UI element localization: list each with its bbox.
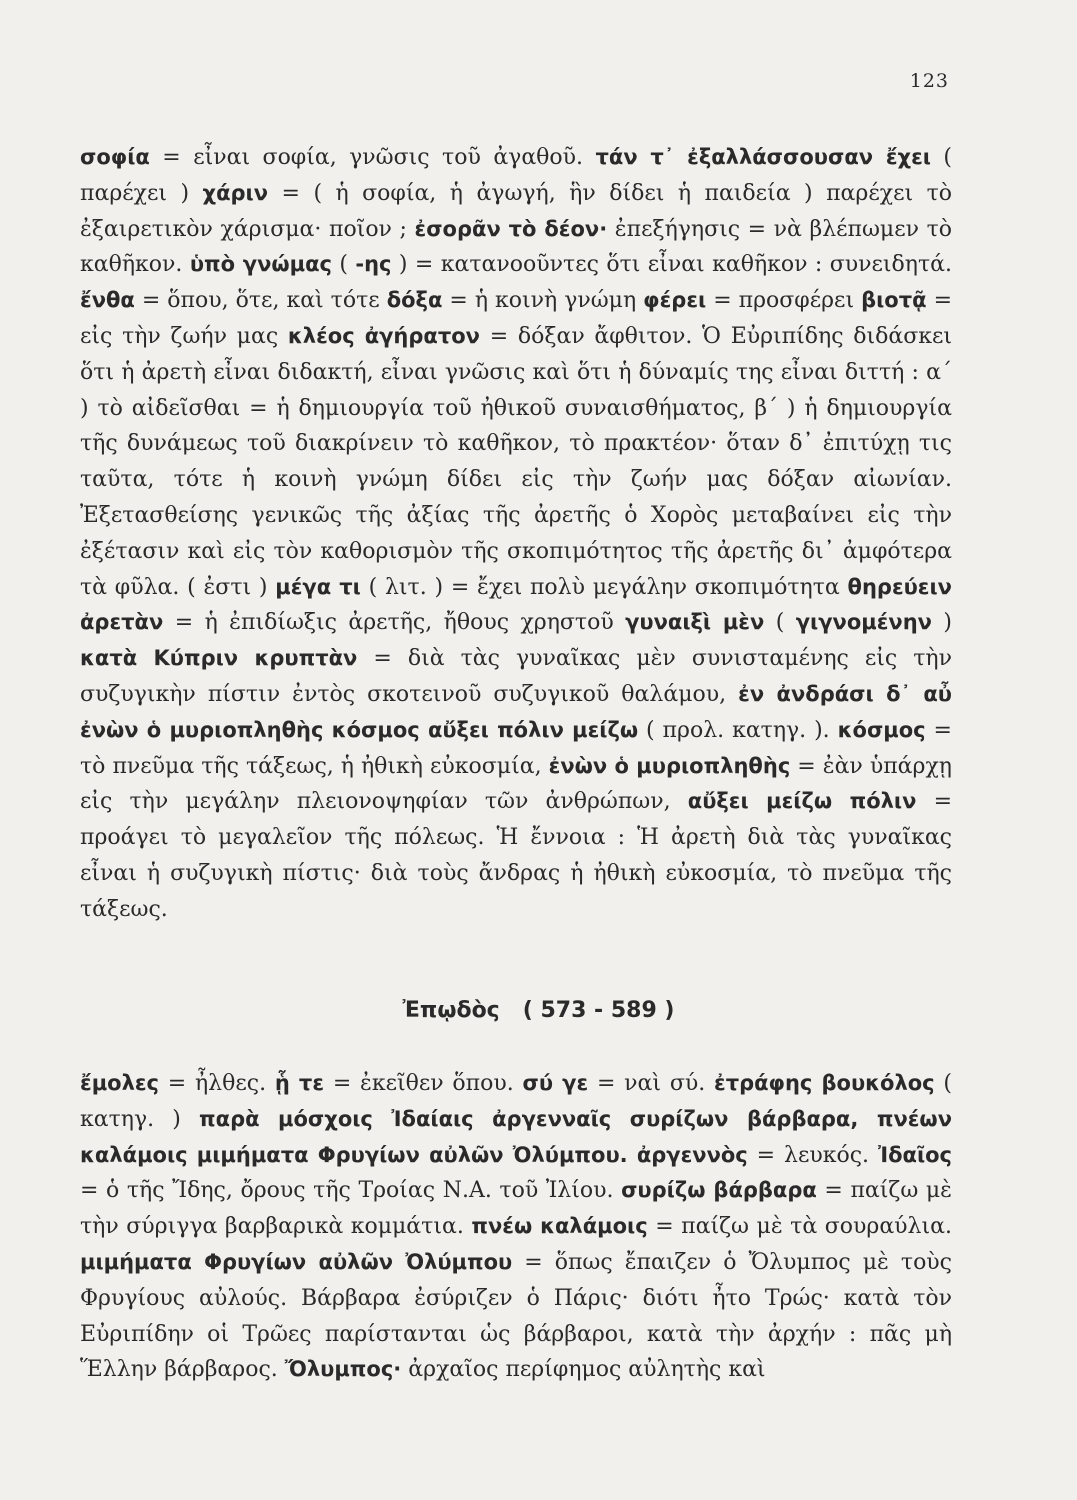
gloss-text: ἀρχαῖος περίφημος αὐλητὴς καὶ	[401, 1357, 766, 1383]
lemma-term: θηρεύειν ἀρετὰν	[80, 574, 952, 635]
gloss-text: = ὅπως ἔπαιζεν ὁ Ὄλυμπος μὲ τοὺς Φρυγίους αὐλούς. Βάρβαρα ἐσύριζεν ὁ Πάρις· διότι ἦτο Τρώς· κατὰ τὸν Εὐριπίδην οἱ Τρῶες παρίστανται ὡς βάρβαροι, κατὰ τὴν ἀρχήν : πᾶς μὴ Ἕλλην βάρβαρος.	[80, 1249, 953, 1383]
lemma-term: ἐν ἀνδράσι δ᾽ αὖ ἐνὼν ὁ μυριοπληθὴς κόσμος αὔξει πόλιν μείζω	[80, 681, 952, 742]
gloss-text: ) = κατανοοῦντες ὅτι εἶναι καθῆκον : συνειδητά.	[391, 252, 952, 278]
section-heading-title: Ἐπῳδὸς	[402, 998, 500, 1023]
lemma-term: ἐνὼν ὁ μυριοπληθὴς	[548, 753, 791, 778]
gloss-text: = ναὶ σύ.	[588, 1071, 714, 1096]
gloss-text: = προάγει τὸ μεγαλεῖον τῆς πόλεως. Ἡ ἔννοια : Ἡ ἀρετὴ διὰ τὰς γυναῖκας εἶναι ἡ συζυγικὴ πίστις· διὰ τοὺς ἄνδρας ἡ ἠθικὴ εὐκοσμία, τὸ πνεῦμα τῆς τάξεως.	[80, 789, 953, 922]
lemma-term: σύ γε	[522, 1071, 589, 1095]
lemma-term: ἔνθα	[80, 288, 135, 313]
lemma-term: φέρει	[643, 288, 707, 313]
lemma-term: κόσμος	[837, 717, 926, 742]
lemma-term: ἐσορᾶν τὸ δέον·	[414, 216, 608, 241]
gloss-text: = ὁ τῆς Ἴδης, ὄρους τῆς Τροίας Ν.Α. τοῦ Ἰλίου.	[80, 1178, 622, 1204]
lemma-term: συρίζω βάρβαρα	[621, 1178, 817, 1203]
lemma-term: δόξα	[386, 288, 443, 313]
lemma-term: Ἰδαῖος	[877, 1142, 953, 1167]
lemma-term: κλέος ἀγήρατον	[287, 323, 480, 348]
gloss-text: = ἐκεῖθεν ὅπου.	[324, 1071, 523, 1096]
gloss-text: = παίζω μὲ τὴν σύριγγα βαρβαρικὰ κομμάτια.	[80, 1178, 952, 1240]
lemma-term: τάν τ᾽ ἐξαλλάσσουσαν ἔχει	[595, 145, 931, 169]
gloss-text: = ἦλθες.	[159, 1071, 275, 1096]
lemma-term: βιοτᾷ	[861, 288, 927, 313]
gloss-text: ( προλ. κατηγ. ).	[638, 717, 838, 743]
lemma-term: μέγα τι	[275, 574, 361, 599]
gloss-text: )	[931, 610, 952, 636]
lemma-term: σοφία	[80, 145, 150, 169]
lemma-term: χάριν	[202, 180, 269, 205]
gloss-text: ( λιτ. ) = ἔχει πολὺ μεγάλην σκοπιμότητα	[360, 574, 848, 600]
gloss-text: (	[764, 610, 796, 636]
gloss-text: = λευκός.	[747, 1142, 878, 1168]
lemma-term: γυναιξὶ μὲν	[625, 610, 765, 635]
lemma-term: πνέω καλάμοις	[471, 1214, 648, 1239]
lemma-term: ὑπὸ γνώμας	[189, 252, 332, 277]
gloss-text: = ἡ κοινὴ γνώμη	[442, 288, 644, 314]
lemma-term: παρὰ μόσχοις Ἰδαίαις ἀργενναῖς συρίζων βάρβαρα, πνέων καλάμοις μιμήματα Φρυγίων αὐλῶν Ὀλύμπου. ἀργεννὸς	[80, 1106, 952, 1167]
section-heading	[0, 998, 1077, 1023]
gloss-text: = διὰ τὰς γυναῖκας μὲν συνισταμένης εἰς τὴν συζυγικὴν πίστιν ἐντὸς σκοτεινοῦ συζυγικοῦ θαλάμου,	[80, 646, 952, 707]
gloss-text: = εἰς τὴν ζωήν μας	[80, 288, 953, 349]
lemma-term: -ης	[355, 252, 392, 277]
lemma-term: ἐτράφης βουκόλος	[714, 1071, 935, 1095]
gloss-text: ( κατηγ. )	[80, 1071, 953, 1132]
gloss-text: = παίζω μὲ τὰ σουραύλια.	[647, 1214, 952, 1240]
gloss-text: ἐπεξήγησις = νὰ βλέπωμεν τὸ καθῆκον.	[80, 216, 953, 278]
gloss-text: = ( ἡ σοφία, ἡ ἀγωγή, ἣν δίδει ἡ παιδεία ) παρέχει τὸ ἐξαιρετικὸν χάρισμα· ποῖον ;	[80, 180, 952, 242]
section-heading-range: ( 573 - 589 )	[522, 998, 675, 1023]
gloss-text: = προσφέρει	[706, 288, 862, 314]
gloss-text: = δόξαν ἄφθιτον. Ὁ Εὐριπίδης διδάσκει ὅτι ἡ ἀρετὴ εἶναι διδακτή, εἶναι γνῶσις καὶ ὅτι ἡ δύναμίς της εἶναι διττή : α΄ ) τὸ αἰδεῖσθαι = ἡ δημιουργία τοῦ ἠθικοῦ συναισθήματος, β΄ ) ἡ δημιουργία τῆς δυνάμεως τοῦ διακρίνειν τὸ καθῆκον, τὸ πρακτέον· ὅταν δ᾽ ἐπιτύχῃ τις ταῦτα, τότε ἡ κοινὴ γνώμη δίδει εἰς τὴν ζωήν μας δόξαν αἰωνίαν. Ἐξετασθείσης γενικῶς τῆς ἀξίας τῆς ἀρετῆς ὁ Χορὸς μεταβαίνει εἰς τὴν ἐξέτασιν καὶ εἰς τὸν καθορισμὸν τῆς σκοπιμότητος τῆς ἀρετῆς δι᾽ ἀμφότερα τὰ φῦλα. ( ἐστι )	[80, 323, 953, 600]
gloss-text: = ὅπου, ὅτε, καὶ τότε	[134, 288, 387, 314]
lemma-term: αὔξει μείζω πόλιν	[687, 789, 917, 814]
gloss-text: = τὸ πνεῦμα τῆς τάξεως, ἡ ἠθικὴ εὐκοσμία,	[80, 717, 952, 779]
gloss-text: (	[331, 252, 356, 278]
gloss-text: = ἡ ἐπιδίωξις ἀρετῆς, ἤθους χρηστοῦ	[163, 610, 626, 636]
gloss-text: = ἐὰν ὑπάρχῃ εἰς τὴν μεγάλην πλειονοψηφίαν τῶν ἀνθρώπων,	[80, 753, 952, 815]
lemma-term: κατὰ Κύπριν κρυπτὰν	[80, 646, 358, 671]
lemma-term: Ὄλυμπος·	[284, 1357, 402, 1382]
commentary-paragraph	[80, 1066, 952, 1388]
gloss-text: = εἶναι σοφία, γνῶσις τοῦ ἀγαθοῦ.	[149, 145, 596, 170]
lemma-term: ᾗ τε	[274, 1071, 325, 1095]
page-number: 123	[909, 70, 949, 92]
lemma-term: γιγνομένην	[795, 610, 932, 635]
commentary-paragraph	[80, 140, 952, 928]
lemma-term: ἔμολες	[80, 1071, 159, 1095]
lemma-term: μιμήματα Φρυγίων αὐλῶν Ὀλύμπου	[80, 1249, 513, 1274]
gloss-text: ( παρέχει )	[80, 145, 953, 206]
